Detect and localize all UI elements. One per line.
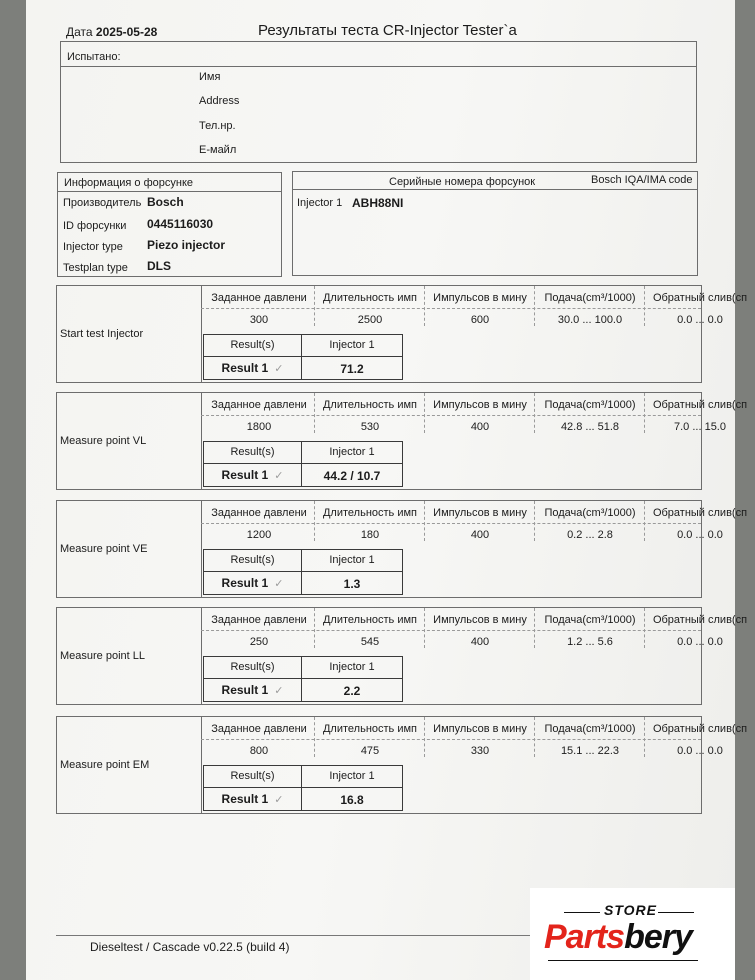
result-table <box>203 765 403 811</box>
column-header: Подача(cm³/1000) <box>544 507 636 519</box>
column-value: 0.0 ... 0.0 <box>677 314 723 326</box>
injector-id-value: 0445116030 <box>147 217 214 231</box>
result-1-text: Result 1 <box>221 792 269 806</box>
column-header: Подача(cm³/1000) <box>544 399 636 411</box>
date-label: Дата <box>66 25 93 39</box>
divider <box>201 415 701 416</box>
injector-type-label: Injector type <box>63 241 123 253</box>
section-name: Measure point VE <box>60 543 148 555</box>
results-header: Result(s) <box>230 339 275 351</box>
partsbery-logo <box>530 888 735 980</box>
column-header: Заданное давлени <box>211 292 307 304</box>
result-1-label <box>204 361 301 375</box>
column-header: Длительность имп <box>322 723 417 735</box>
column-value: 0.0 ... 0.0 <box>677 636 723 648</box>
column-value: 7.0 ... 15.0 <box>674 421 726 433</box>
divider <box>204 787 402 788</box>
injector-header: Injector 1 <box>329 554 375 566</box>
column-value: 1800 <box>246 421 272 433</box>
logo-line <box>564 912 600 913</box>
serial-injector-label: Injector 1 <box>297 197 343 209</box>
section-name: Measure point EM <box>60 759 150 771</box>
results-header: Result(s) <box>230 770 275 782</box>
column-value: 530 <box>360 421 380 433</box>
serial-injector-value: ABH88NI <box>352 196 404 210</box>
section-name: Measure point LL <box>60 650 145 662</box>
result-value: 71.2 <box>340 362 364 376</box>
results-header: Result(s) <box>230 661 275 673</box>
results-header: Result(s) <box>230 446 275 458</box>
logo-brand-text <box>544 918 692 957</box>
divider <box>201 739 701 740</box>
result-value: 2.2 <box>343 684 361 698</box>
column-value: 0.0 ... 0.0 <box>677 529 723 541</box>
logo-underline <box>548 960 698 961</box>
divider <box>201 717 202 813</box>
column-value: 1200 <box>246 529 272 541</box>
column-header: Импульсов в мину <box>433 723 527 735</box>
test-section <box>56 607 748 705</box>
divider <box>204 356 402 357</box>
column-value: 42.8 ... 51.8 <box>560 421 620 433</box>
column-header: Подача(cm³/1000) <box>544 723 636 735</box>
column-value: 800 <box>249 745 269 757</box>
column-header: Импульсов в мину <box>433 614 527 626</box>
column-value: 600 <box>470 314 490 326</box>
divider <box>201 308 701 309</box>
check-icon: ✓ <box>274 470 284 482</box>
divider <box>61 66 696 67</box>
result-value: 16.8 <box>340 793 364 807</box>
tested-phone-field: Тел.нр. <box>199 120 236 132</box>
column-header: Подача(cm³/1000) <box>544 614 636 626</box>
injector-header: Injector 1 <box>329 661 375 673</box>
divider <box>201 393 202 489</box>
result-value: 44.2 / 10.7 <box>323 469 381 483</box>
injector-header: Injector 1 <box>329 446 375 458</box>
column-header: Импульсов в мину <box>433 292 527 304</box>
result-1-label <box>204 683 301 697</box>
column-header: Длительность имп <box>322 292 417 304</box>
date-value: 2025-05-28 <box>95 25 158 39</box>
manufacturer-value: Bosch <box>147 195 184 209</box>
column-value: 300 <box>249 314 269 326</box>
result-table <box>203 334 403 380</box>
results-header: Result(s) <box>230 554 275 566</box>
column-value: 2500 <box>357 314 383 326</box>
divider <box>58 191 281 192</box>
divider <box>201 630 701 631</box>
result-1-label <box>204 792 301 806</box>
column-value: 1.2 ... 5.6 <box>567 636 613 648</box>
column-value: 545 <box>360 636 380 648</box>
divider <box>201 501 202 597</box>
divider <box>201 608 202 704</box>
divider <box>293 189 697 190</box>
logo-store-text: STORE <box>604 902 657 918</box>
footer-version: Dieseltest / Cascade v0.22.5 (build 4) <box>90 940 290 954</box>
column-value: 0.0 ... 0.0 <box>677 745 723 757</box>
column-header: Длительность имп <box>322 614 417 626</box>
tested-name-field: Имя <box>199 71 221 83</box>
column-header: Длительность имп <box>322 507 417 519</box>
logo-brand-part2: bery <box>624 918 692 956</box>
column-header: Подача(cm³/1000) <box>544 292 636 304</box>
column-value: 30.0 ... 100.0 <box>557 314 623 326</box>
column-header: Заданное давлени <box>211 399 307 411</box>
column-header: Обратный слив(сп <box>652 723 748 735</box>
injector-type-value: Piezo injector <box>147 238 226 252</box>
column-value: 330 <box>470 745 490 757</box>
iqa-code-title: Bosch IQA/IMA code <box>591 174 693 186</box>
column-value: 0.2 ... 2.8 <box>567 529 613 541</box>
divider <box>204 571 402 572</box>
manufacturer-label: Производитель <box>63 197 142 209</box>
column-header: Заданное давлени <box>211 723 307 735</box>
logo-line <box>658 912 694 913</box>
footer-divider <box>56 935 536 936</box>
injector-id-label: ID форсунки <box>63 220 127 232</box>
column-header: Обратный слив(сп <box>652 292 748 304</box>
result-value: 1.3 <box>343 577 361 591</box>
test-section <box>56 500 748 598</box>
test-section <box>56 392 748 490</box>
column-value: 400 <box>470 421 490 433</box>
testplan-type-value: DLS <box>147 259 171 273</box>
result-1-text: Result 1 <box>221 468 269 482</box>
column-header: Обратный слив(сп <box>652 507 748 519</box>
injector-info-box <box>57 172 282 277</box>
report-title: Результаты теста CR-Injector Tester`a <box>258 22 517 39</box>
injector-info-title: Информация о форсунке <box>64 177 193 189</box>
section-name: Start test Injector <box>60 328 144 340</box>
testplan-type-label: Testplan type <box>63 262 128 274</box>
serial-numbers-title: Серийные номера форсунок <box>389 176 536 188</box>
check-icon: ✓ <box>274 363 284 375</box>
report-date <box>66 25 157 39</box>
result-1-label <box>204 576 301 590</box>
tested-address-field: Address <box>199 95 240 107</box>
column-header: Импульсов в мину <box>433 507 527 519</box>
test-section <box>56 716 748 814</box>
column-header: Обратный слив(сп <box>652 399 748 411</box>
check-icon: ✓ <box>274 794 284 806</box>
column-header: Заданное давлени <box>211 507 307 519</box>
result-1-label <box>204 468 301 482</box>
divider <box>201 523 701 524</box>
column-header: Импульсов в мину <box>433 399 527 411</box>
serial-numbers-box <box>292 171 698 276</box>
tested-label: Испытано: <box>67 51 121 63</box>
column-header: Длительность имп <box>322 399 417 411</box>
column-header: Обратный слив(сп <box>652 614 748 626</box>
column-value: 400 <box>470 636 490 648</box>
column-value: 250 <box>249 636 269 648</box>
divider <box>204 463 402 464</box>
result-table <box>203 549 403 595</box>
result-1-text: Result 1 <box>221 683 269 697</box>
column-value: 180 <box>360 529 380 541</box>
column-header: Заданное давлени <box>211 614 307 626</box>
result-1-text: Result 1 <box>221 576 269 590</box>
injector-header: Injector 1 <box>329 770 375 782</box>
tested-box <box>60 41 697 163</box>
check-icon: ✓ <box>274 685 284 697</box>
tested-email-field: E-майл <box>199 144 237 156</box>
logo-brand-part1: Parts <box>544 918 625 956</box>
divider <box>204 678 402 679</box>
result-table <box>203 656 403 702</box>
result-table <box>203 441 403 487</box>
injector-header: Injector 1 <box>329 339 375 351</box>
section-name: Measure point VL <box>60 435 147 447</box>
column-value: 15.1 ... 22.3 <box>560 745 620 757</box>
column-value: 400 <box>470 529 490 541</box>
check-icon: ✓ <box>274 578 284 590</box>
test-section <box>56 285 748 383</box>
result-1-text: Result 1 <box>221 361 269 375</box>
divider <box>201 286 202 382</box>
column-value: 475 <box>360 745 380 757</box>
